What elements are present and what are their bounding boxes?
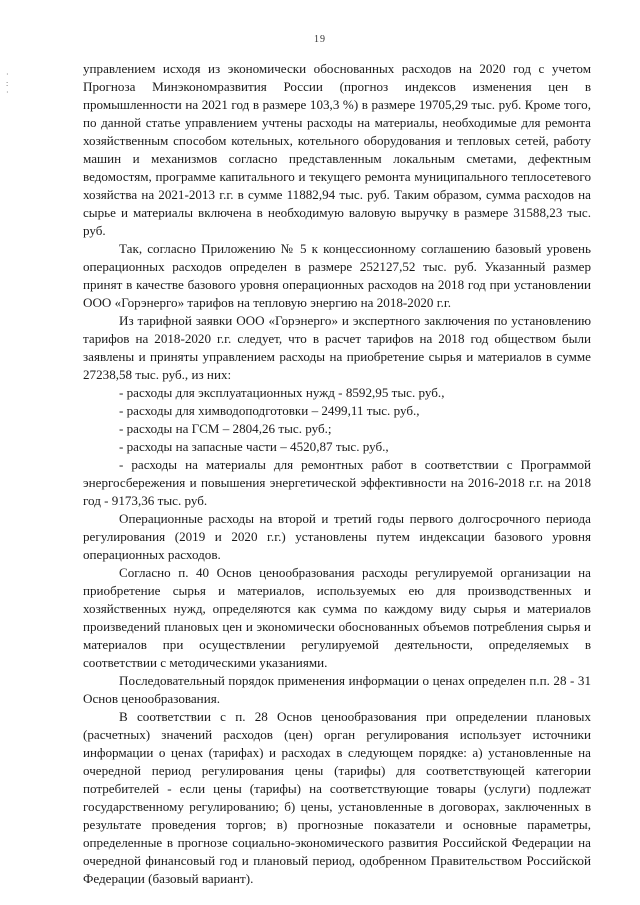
margin-marks	[6, 70, 16, 97]
page-number: 19	[314, 34, 326, 45]
list-item-fuel-lubricants: - расходы на ГСМ – 2804,26 тыс. руб.;	[119, 421, 332, 436]
list-item-repair-materials: - расходы на материалы для ремонтных работ в соответствии с Программой энергосбережения и повышения энергетической эффективности на 2016-2018 г.г. на 2018 год - 9173,36 тыс. руб.	[83, 457, 591, 508]
margin-mark: :	[6, 79, 9, 88]
paragraph-raw-materials-costs: управлением исходя из экономически обоснованных расходов на 2020 год с учетом Прогноза Минэкономразвития России (прогноз индексов изменения цен в промышленности на 2021 год в размере 103,3 %) в размере 19705,29 тыс. руб. Кроме того, по данной статье управлением учтены расходы на материалы, необходимые для ремонта хозяйственным способом котельных, котельного оборудования и тепловых сетей, работу машин и механизмов согласно представленным локальным сметами, дефектным ведомостям, программе капитального и текущего ремонта муниципального теплосетевого хозяйства на 2021-2013 г.г. в сумме 11882,94 тыс. руб. Таким образом, сумма расходов на сырье и материалы включена в необходимую валовую выручку в размере 31588,23 тыс. руб.	[83, 61, 591, 238]
paragraph-pricing-basis-40: Согласно п. 40 Основ ценообразования расходы регулируемой организации на приобретение сырья и материалов, используемых ею для производственных и хозяйственных нужд, определяются как сумма по каждому виду сырья и материалов произведений плановых цен и экономически обоснованных объемов потребления сырья и материалов при осуществлении регулируемой деятельности, определяемых в соответствии с методическими указаниями.	[83, 565, 591, 670]
paragraph-base-operating-costs: Так, согласно Приложению № 5 к концессионному соглашению базовый уровень операционных расходов определен в размере 252127,52 тыс. руб. Указанный размер принят в качестве базового уровня операционных расходов на 2018 год при установлении ООО «Горэнерго» тарифов на тепловую энергию на 2018-2020 г.г.	[83, 241, 591, 310]
paragraph-pricing-basis-28: В соответствии с п. 28 Основ ценообразования при определении плановых (расчетных) значений расходов (цен) орган регулирования использует источники информации о ценах (тарифах) и расходах в следующем порядке: а) установленные на очередной период регулирования цены (тарифы) для соответствующей категории потребителей - если цены (тарифы) на соответствующие товары (услуги) подлежат государственному регулированию; б) цены, установленные в договорах, заключенных в результате проведения торгов; в) прогнозные показатели и основные параметры, определенные в прогнозе социально-экономического развития Российской Федерации на очередной финансовый год и плановый период, одобренном Правительством Российской Федерации (базовый вариант).	[83, 709, 591, 886]
paragraph-tariff-application: Из тарифной заявки ООО «Горэнерго» и экспертного заключения по установлению тарифов на 2018-2020 г.г. следует, что в расчет тарифов на 2018 год обществом были заявлены и приняты управлением расходы на приобретение сырья и материалов в сумме 27238,58 тыс. руб., из них:	[83, 313, 591, 382]
margin-mark: ·	[6, 88, 9, 97]
document-body	[83, 60, 591, 888]
list-item-water-treatment: - расходы для химводоподготовки – 2499,11 тыс. руб.,	[119, 403, 420, 418]
list-item-spare-parts: - расходы на запасные части – 4520,87 тыс. руб.,	[119, 439, 389, 454]
list-item-operational-needs: - расходы для эксплуатационных нужд - 8592,95 тыс. руб.,	[119, 385, 445, 400]
paragraph-price-info-order: Последовательный порядок применения информации о ценах определен п.п. 28 - 31 Основ ценообразования.	[83, 673, 591, 706]
paragraph-indexation: Операционные расходы на второй и третий годы первого долгосрочного периода регулирования (2019 и 2020 г.г.) установлены путем индексации базового уровня операционных расходов.	[83, 511, 591, 562]
margin-mark: ·	[6, 70, 9, 79]
